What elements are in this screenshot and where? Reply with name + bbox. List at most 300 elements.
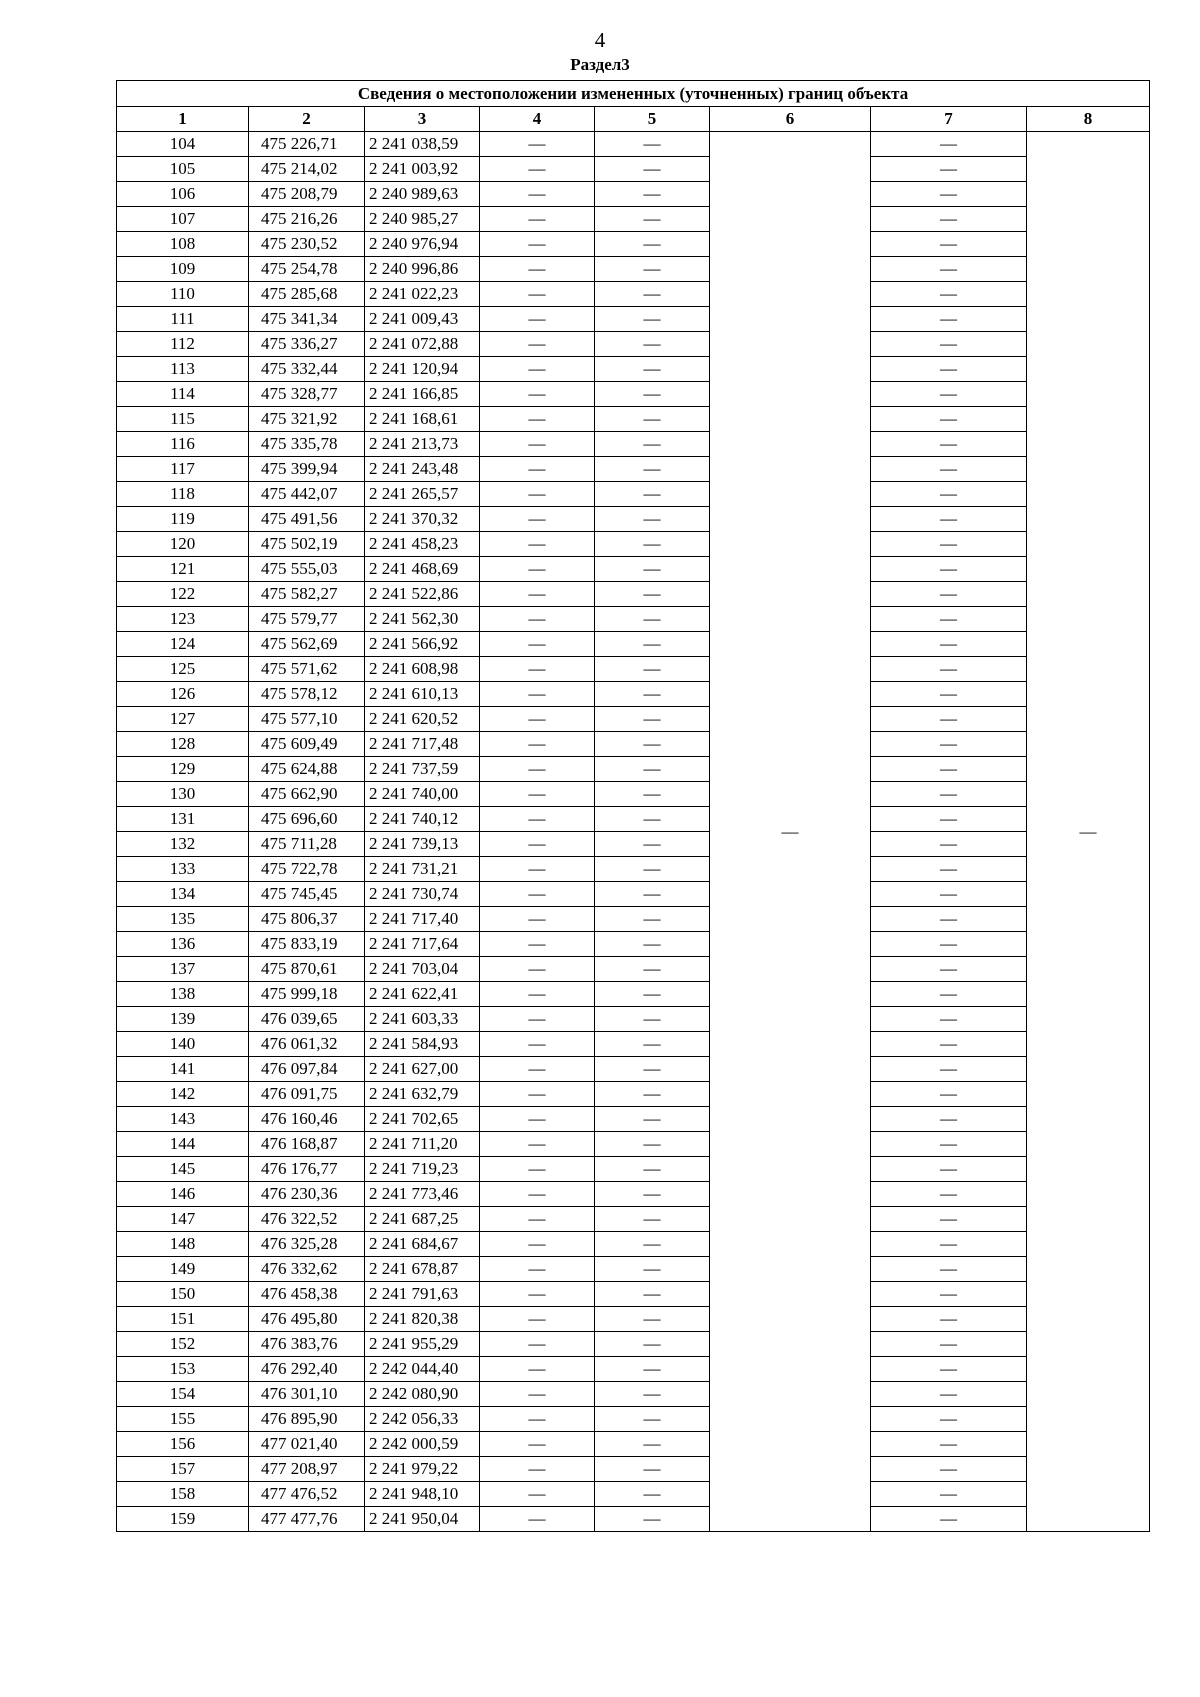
y-coordinate-cell: 2 241 730,74 — [365, 882, 480, 907]
table-row — [117, 882, 1150, 907]
x-coordinate-cell: 476 097,84 — [249, 1057, 365, 1082]
column-5-cell: — — [595, 1107, 710, 1132]
column-5-cell: — — [595, 432, 710, 457]
x-coordinate-cell: 475 609,49 — [249, 732, 365, 757]
x-coordinate-cell: 476 160,46 — [249, 1107, 365, 1132]
x-coordinate-cell: 475 214,02 — [249, 157, 365, 182]
table-row — [117, 1207, 1150, 1232]
column-7-cell: — — [871, 1007, 1027, 1032]
column-7-cell: — — [871, 1182, 1027, 1207]
column-5-cell: — — [595, 1007, 710, 1032]
y-coordinate-cell: 2 241 603,33 — [365, 1007, 480, 1032]
column-7-cell: — — [871, 1232, 1027, 1257]
column-7-cell: — — [871, 782, 1027, 807]
column-5-cell: — — [595, 207, 710, 232]
table-row — [117, 657, 1150, 682]
x-coordinate-cell: 475 696,60 — [249, 807, 365, 832]
column-7-cell: — — [871, 457, 1027, 482]
table-row — [117, 1457, 1150, 1482]
x-coordinate-cell: 477 477,76 — [249, 1507, 365, 1532]
column-7-cell: — — [871, 1082, 1027, 1107]
table-row — [117, 507, 1150, 532]
table-row — [117, 407, 1150, 432]
column-5-cell: — — [595, 982, 710, 1007]
column-4-cell: — — [480, 382, 595, 407]
y-coordinate-cell: 2 241 458,23 — [365, 532, 480, 557]
column-7-cell: — — [871, 557, 1027, 582]
table-row — [117, 732, 1150, 757]
point-number-cell: 138 — [117, 982, 249, 1007]
column-4-cell: — — [480, 257, 595, 282]
table-row — [117, 1357, 1150, 1382]
y-coordinate-cell: 2 241 711,20 — [365, 1132, 480, 1157]
table-row — [117, 307, 1150, 332]
y-coordinate-cell: 2 241 243,48 — [365, 457, 480, 482]
point-number-cell: 153 — [117, 1357, 249, 1382]
table-row — [117, 132, 1150, 157]
table-row — [117, 357, 1150, 382]
column-5-cell: — — [595, 682, 710, 707]
column-5-cell: — — [595, 1157, 710, 1182]
column-4-cell: — — [480, 782, 595, 807]
column-7-cell: — — [871, 1432, 1027, 1457]
point-number-cell: 131 — [117, 807, 249, 832]
column-4-cell: — — [480, 732, 595, 757]
column-7-cell: — — [871, 1282, 1027, 1307]
column-7-cell: — — [871, 157, 1027, 182]
point-number-cell: 108 — [117, 232, 249, 257]
column-4-cell: — — [480, 507, 595, 532]
header-row — [117, 107, 1150, 132]
y-coordinate-cell: 2 241 719,23 — [365, 1157, 480, 1182]
column-5-cell: — — [595, 1257, 710, 1282]
y-coordinate-cell: 2 241 610,13 — [365, 682, 480, 707]
column-7-cell: — — [871, 482, 1027, 507]
x-coordinate-cell: 475 745,45 — [249, 882, 365, 907]
column-header: 7 — [871, 107, 1027, 132]
column-5-cell: — — [595, 557, 710, 582]
column-7-cell: — — [871, 232, 1027, 257]
x-coordinate-cell: 477 021,40 — [249, 1432, 365, 1457]
x-coordinate-cell: 476 230,36 — [249, 1182, 365, 1207]
column-5-cell: — — [595, 332, 710, 357]
page-number: 4 — [594, 28, 606, 52]
table-row — [117, 1007, 1150, 1032]
point-number-cell: 117 — [117, 457, 249, 482]
x-coordinate-cell: 476 495,80 — [249, 1307, 365, 1332]
x-coordinate-cell: 475 254,78 — [249, 257, 365, 282]
table-row — [117, 332, 1150, 357]
point-number-cell: 118 — [117, 482, 249, 507]
point-number-cell: 126 — [117, 682, 249, 707]
column-7-cell: — — [871, 307, 1027, 332]
y-coordinate-cell: 2 241 632,79 — [365, 1082, 480, 1107]
section-title: Раздел3 — [570, 55, 630, 74]
column-4-cell: — — [480, 857, 595, 882]
column-header: 8 — [1027, 107, 1150, 132]
point-number-cell: 104 — [117, 132, 249, 157]
column-5-cell: — — [595, 1057, 710, 1082]
y-coordinate-cell: 2 240 976,94 — [365, 232, 480, 257]
column-5-cell: — — [595, 157, 710, 182]
column-5-cell: — — [595, 407, 710, 432]
table-row — [117, 257, 1150, 282]
y-coordinate-cell: 2 242 044,40 — [365, 1357, 480, 1382]
point-number-cell: 109 — [117, 257, 249, 282]
column-4-cell: — — [480, 1032, 595, 1057]
y-coordinate-cell: 2 241 009,43 — [365, 307, 480, 332]
column-4-cell: — — [480, 282, 595, 307]
point-number-cell: 148 — [117, 1232, 249, 1257]
point-number-cell: 143 — [117, 1107, 249, 1132]
column-7-cell: — — [871, 707, 1027, 732]
table-row — [117, 607, 1150, 632]
column-5-cell: — — [595, 607, 710, 632]
column-4-cell: — — [480, 1132, 595, 1157]
column-7-cell: — — [871, 1407, 1027, 1432]
point-number-cell: 130 — [117, 782, 249, 807]
column-7-cell: — — [871, 507, 1027, 532]
column-4-cell: — — [480, 532, 595, 557]
y-coordinate-cell: 2 241 584,93 — [365, 1032, 480, 1057]
column-4-cell: — — [480, 1357, 595, 1382]
point-number-cell: 137 — [117, 957, 249, 982]
column-4-cell: — — [480, 657, 595, 682]
x-coordinate-cell: 475 332,44 — [249, 357, 365, 382]
column-7-cell: — — [871, 282, 1027, 307]
y-coordinate-cell: 2 241 979,22 — [365, 1457, 480, 1482]
table-row — [117, 482, 1150, 507]
y-coordinate-cell: 2 241 740,00 — [365, 782, 480, 807]
x-coordinate-cell: 475 711,28 — [249, 832, 365, 857]
x-coordinate-cell: 476 292,40 — [249, 1357, 365, 1382]
y-coordinate-cell: 2 241 703,04 — [365, 957, 480, 982]
table-row — [117, 1132, 1150, 1157]
x-coordinate-cell: 476 322,52 — [249, 1207, 365, 1232]
column-4-cell: — — [480, 557, 595, 582]
column-4-cell: — — [480, 207, 595, 232]
column-5-cell: — — [595, 1207, 710, 1232]
x-coordinate-cell: 476 091,75 — [249, 1082, 365, 1107]
column-5-cell: — — [595, 1432, 710, 1457]
column-5-cell: — — [595, 1382, 710, 1407]
column-4-cell: — — [480, 957, 595, 982]
y-coordinate-cell: 2 241 950,04 — [365, 1507, 480, 1532]
column-7-cell: — — [871, 1457, 1027, 1482]
point-number-cell: 107 — [117, 207, 249, 232]
y-coordinate-cell: 2 241 370,32 — [365, 507, 480, 532]
column-5-cell: — — [595, 132, 710, 157]
x-coordinate-cell: 475 321,92 — [249, 407, 365, 432]
table-row — [117, 557, 1150, 582]
y-coordinate-cell: 2 241 468,69 — [365, 557, 480, 582]
column-4-cell: — — [480, 907, 595, 932]
table-row — [117, 532, 1150, 557]
column-5-cell: — — [595, 657, 710, 682]
column-4-cell: — — [480, 1382, 595, 1407]
table-row — [117, 1432, 1150, 1457]
y-coordinate-cell: 2 241 566,92 — [365, 632, 480, 657]
column-5-cell: — — [595, 482, 710, 507]
column-7-cell: — — [871, 207, 1027, 232]
point-number-cell: 150 — [117, 1282, 249, 1307]
point-number-cell: 106 — [117, 182, 249, 207]
table-row — [117, 1507, 1150, 1532]
y-coordinate-cell: 2 240 996,86 — [365, 257, 480, 282]
point-number-cell: 121 — [117, 557, 249, 582]
y-coordinate-cell: 2 241 522,86 — [365, 582, 480, 607]
table-row — [117, 1407, 1150, 1432]
column-4-cell: — — [480, 232, 595, 257]
column-5-cell: — — [595, 1132, 710, 1157]
y-coordinate-cell: 2 241 740,12 — [365, 807, 480, 832]
table-row — [117, 382, 1150, 407]
column-5-cell: — — [595, 1232, 710, 1257]
column-5-cell: — — [595, 932, 710, 957]
column-4-cell: — — [480, 1282, 595, 1307]
column-7-cell: — — [871, 332, 1027, 357]
y-coordinate-cell: 2 241 166,85 — [365, 382, 480, 407]
table-row — [117, 857, 1150, 882]
column-5-cell: — — [595, 732, 710, 757]
column-4-cell: — — [480, 407, 595, 432]
x-coordinate-cell: 475 208,79 — [249, 182, 365, 207]
column-5-cell: — — [595, 307, 710, 332]
column-5-cell: — — [595, 957, 710, 982]
table-row — [117, 582, 1150, 607]
column-4-cell: — — [480, 1182, 595, 1207]
column-5-cell: — — [595, 232, 710, 257]
y-coordinate-cell: 2 241 737,59 — [365, 757, 480, 782]
point-number-cell: 111 — [117, 307, 249, 332]
column-5-cell: — — [595, 1032, 710, 1057]
table-body — [117, 132, 1150, 1532]
column-7-cell: — — [871, 732, 1027, 757]
column-7-cell: — — [871, 1307, 1027, 1332]
column-5-cell: — — [595, 1407, 710, 1432]
column-4-cell: — — [480, 1257, 595, 1282]
column-7-cell: — — [871, 832, 1027, 857]
x-coordinate-cell: 475 571,62 — [249, 657, 365, 682]
column-header: 1 — [117, 107, 249, 132]
column-5-cell: — — [595, 382, 710, 407]
point-number-cell: 152 — [117, 1332, 249, 1357]
y-coordinate-cell: 2 241 003,92 — [365, 157, 480, 182]
column-7-cell: — — [871, 357, 1027, 382]
column-5-cell: — — [595, 532, 710, 557]
x-coordinate-cell: 476 332,62 — [249, 1257, 365, 1282]
column-4-cell: — — [480, 1507, 595, 1532]
x-coordinate-cell: 475 870,61 — [249, 957, 365, 982]
column-4-cell: — — [480, 1007, 595, 1032]
x-coordinate-cell: 476 061,32 — [249, 1032, 365, 1057]
point-number-cell: 155 — [117, 1407, 249, 1432]
point-number-cell: 125 — [117, 657, 249, 682]
column-4-cell: — — [480, 357, 595, 382]
column-7-cell: — — [871, 1057, 1027, 1082]
coordinates-table — [116, 80, 1150, 1532]
column-4-cell: — — [480, 807, 595, 832]
y-coordinate-cell: 2 241 168,61 — [365, 407, 480, 432]
y-coordinate-cell: 2 241 620,52 — [365, 707, 480, 732]
column-4-cell: — — [480, 757, 595, 782]
column-5-cell: — — [595, 582, 710, 607]
column-7-cell: — — [871, 957, 1027, 982]
point-number-cell: 149 — [117, 1257, 249, 1282]
column-7-cell: — — [871, 432, 1027, 457]
point-number-cell: 133 — [117, 857, 249, 882]
x-coordinate-cell: 476 895,90 — [249, 1407, 365, 1432]
x-coordinate-cell: 475 722,78 — [249, 857, 365, 882]
column-4-cell: — — [480, 1107, 595, 1132]
table-row — [117, 1307, 1150, 1332]
column-4-cell: — — [480, 1482, 595, 1507]
y-coordinate-cell: 2 241 702,65 — [365, 1107, 480, 1132]
column-4-cell: — — [480, 1457, 595, 1482]
column-4-cell: — — [480, 1407, 595, 1432]
column-7-cell: — — [871, 532, 1027, 557]
table-row — [117, 157, 1150, 182]
column-4-cell: — — [480, 457, 595, 482]
column-5-cell: — — [595, 357, 710, 382]
y-coordinate-cell: 2 241 717,40 — [365, 907, 480, 932]
column-4-cell: — — [480, 1082, 595, 1107]
column-7-cell: — — [871, 1482, 1027, 1507]
point-number-cell: 145 — [117, 1157, 249, 1182]
x-coordinate-cell: 475 577,10 — [249, 707, 365, 732]
column-4-cell: — — [480, 982, 595, 1007]
column-7-cell: — — [871, 182, 1027, 207]
point-number-cell: 134 — [117, 882, 249, 907]
column-7-cell: — — [871, 907, 1027, 932]
x-coordinate-cell: 475 578,12 — [249, 682, 365, 707]
point-number-cell: 120 — [117, 532, 249, 557]
column-4-cell: — — [480, 607, 595, 632]
x-coordinate-cell: 476 176,77 — [249, 1157, 365, 1182]
column-4-cell: — — [480, 682, 595, 707]
column-7-cell: — — [871, 1332, 1027, 1357]
y-coordinate-cell: 2 240 985,27 — [365, 207, 480, 232]
x-coordinate-cell: 475 399,94 — [249, 457, 365, 482]
table-row — [117, 932, 1150, 957]
table-row — [117, 957, 1150, 982]
point-number-cell: 124 — [117, 632, 249, 657]
column-4-cell: — — [480, 932, 595, 957]
column-4-cell: — — [480, 482, 595, 507]
point-number-cell: 112 — [117, 332, 249, 357]
column-4-cell: — — [480, 1307, 595, 1332]
y-coordinate-cell: 2 242 056,33 — [365, 1407, 480, 1432]
x-coordinate-cell: 475 624,88 — [249, 757, 365, 782]
x-coordinate-cell: 475 555,03 — [249, 557, 365, 582]
x-coordinate-cell: 475 230,52 — [249, 232, 365, 257]
table-row — [117, 807, 1150, 832]
x-coordinate-cell: 477 208,97 — [249, 1457, 365, 1482]
table-caption: Сведения о местоположении измененных (уточненных) границ объекта — [117, 81, 1150, 107]
table-row — [117, 1482, 1150, 1507]
column-5-cell: — — [595, 1357, 710, 1382]
column-5-cell: — — [595, 807, 710, 832]
x-coordinate-cell: 475 999,18 — [249, 982, 365, 1007]
column-4-cell: — — [480, 1232, 595, 1257]
column-4-cell: — — [480, 882, 595, 907]
point-number-cell: 110 — [117, 282, 249, 307]
column-5-cell: — — [595, 1507, 710, 1532]
x-coordinate-cell: 476 168,87 — [249, 1132, 365, 1157]
point-number-cell: 123 — [117, 607, 249, 632]
x-coordinate-cell: 476 039,65 — [249, 1007, 365, 1032]
y-coordinate-cell: 2 241 265,57 — [365, 482, 480, 507]
table-row — [117, 1057, 1150, 1082]
table-row — [117, 707, 1150, 732]
column-7-cell: — — [871, 1157, 1027, 1182]
table-row — [117, 457, 1150, 482]
point-number-cell: 129 — [117, 757, 249, 782]
column-7-cell: — — [871, 1207, 1027, 1232]
column-5-cell: — — [595, 757, 710, 782]
column-7-cell: — — [871, 757, 1027, 782]
table-row — [117, 1257, 1150, 1282]
point-number-cell: 154 — [117, 1382, 249, 1407]
table-row — [117, 282, 1150, 307]
caption-row — [117, 81, 1150, 107]
column-7-cell: — — [871, 932, 1027, 957]
point-number-cell: 128 — [117, 732, 249, 757]
table-row — [117, 182, 1150, 207]
column-4-cell: — — [480, 432, 595, 457]
x-coordinate-cell: 476 325,28 — [249, 1232, 365, 1257]
y-coordinate-cell: 2 241 608,98 — [365, 657, 480, 682]
point-number-cell: 115 — [117, 407, 249, 432]
y-coordinate-cell: 2 241 739,13 — [365, 832, 480, 857]
y-coordinate-cell: 2 241 687,25 — [365, 1207, 480, 1232]
y-coordinate-cell: 2 241 213,73 — [365, 432, 480, 457]
column-4-cell: — — [480, 1332, 595, 1357]
y-coordinate-cell: 2 241 717,48 — [365, 732, 480, 757]
column-4-cell: — — [480, 1057, 595, 1082]
column-4-cell: — — [480, 132, 595, 157]
x-coordinate-cell: 475 662,90 — [249, 782, 365, 807]
point-number-cell: 114 — [117, 382, 249, 407]
column-5-cell: — — [595, 632, 710, 657]
column-4-cell: — — [480, 832, 595, 857]
column-5-cell: — — [595, 1307, 710, 1332]
x-coordinate-cell: 475 442,07 — [249, 482, 365, 507]
column-7-cell: — — [871, 982, 1027, 1007]
column-7-cell: — — [871, 1132, 1027, 1157]
column-7-cell: — — [871, 132, 1027, 157]
table-row — [117, 907, 1150, 932]
column-4-cell: — — [480, 182, 595, 207]
y-coordinate-cell: 2 241 678,87 — [365, 1257, 480, 1282]
column-8-merged-cell: — — [1027, 132, 1150, 1532]
column-7-cell: — — [871, 657, 1027, 682]
column-5-cell: — — [595, 1482, 710, 1507]
x-coordinate-cell: 475 491,56 — [249, 507, 365, 532]
column-5-cell: — — [595, 1282, 710, 1307]
column-5-cell: — — [595, 857, 710, 882]
point-number-cell: 141 — [117, 1057, 249, 1082]
point-number-cell: 122 — [117, 582, 249, 607]
column-5-cell: — — [595, 1457, 710, 1482]
y-coordinate-cell: 2 241 562,30 — [365, 607, 480, 632]
y-coordinate-cell: 2 241 948,10 — [365, 1482, 480, 1507]
point-number-cell: 116 — [117, 432, 249, 457]
x-coordinate-cell: 475 335,78 — [249, 432, 365, 457]
y-coordinate-cell: 2 241 022,23 — [365, 282, 480, 307]
y-coordinate-cell: 2 241 627,00 — [365, 1057, 480, 1082]
x-coordinate-cell: 475 833,19 — [249, 932, 365, 957]
